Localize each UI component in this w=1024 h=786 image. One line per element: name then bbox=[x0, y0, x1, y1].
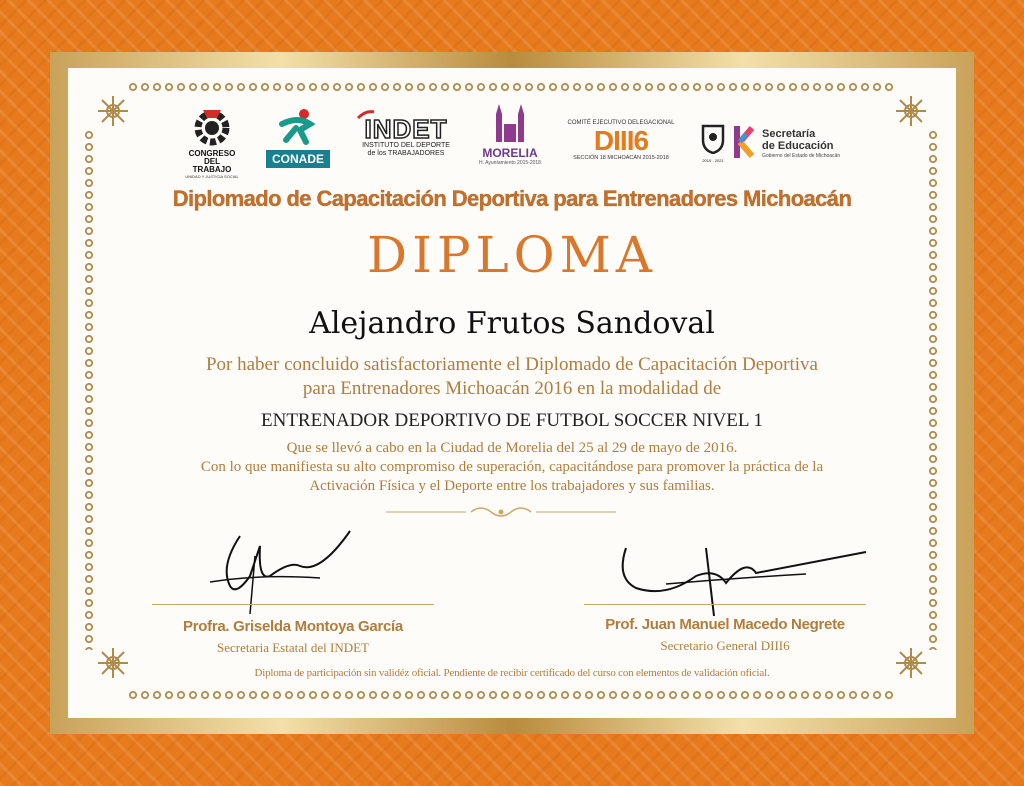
diii6-logo-text: DIII6 bbox=[593, 125, 649, 156]
secretaria-logo-text-1: Secretaría bbox=[762, 128, 816, 140]
indet-logo-subtext-2: de los TRABAJADORES bbox=[367, 150, 445, 157]
cathedral-icon bbox=[490, 104, 530, 142]
secretaria-educacion-logo bbox=[732, 124, 842, 164]
conade-logo-text: CONADE bbox=[266, 150, 330, 168]
body-line-1: Por haber concluido satisfactoriamente el Diplomado de Capacitación Deportiva bbox=[205, 354, 818, 375]
left-signatory-title: Secretaria Estatal del INDET bbox=[217, 640, 369, 655]
left-signature bbox=[200, 526, 360, 616]
diploma-heading: DIPLOMA bbox=[367, 226, 657, 284]
program-title: Diplomado de Capacitación Deportiva para Entrenadores Michoacán bbox=[172, 186, 852, 211]
diii6-logo bbox=[566, 120, 676, 166]
morelia-logo-subtext: H. Ayuntamiento 2015-2018 bbox=[479, 160, 541, 166]
recipient-name: Alejandro Frutos Sandoval bbox=[309, 306, 715, 341]
morelia-logo-text: MORELIA bbox=[482, 146, 538, 160]
corner-ornament-icon bbox=[96, 94, 130, 128]
corner-ornament-icon bbox=[894, 94, 928, 128]
left-signature-line bbox=[152, 604, 434, 605]
modality: ENTRENADOR DEPORTIVO DE FUTBOL SOCCER NIVEL 1 bbox=[261, 410, 763, 431]
right-signatory-name: Prof. Juan Manuel Macedo Negrete bbox=[605, 616, 845, 633]
left-signatory-name: Profra. Griselda Montoya García bbox=[183, 618, 403, 635]
secretaria-logo-text-2: de Educación bbox=[762, 140, 834, 152]
indet-logo-text: INDET bbox=[364, 114, 448, 144]
body-line-2: para Entrenadores Michoacán 2016 en la modalidad de bbox=[302, 378, 722, 399]
divider-flourish bbox=[386, 504, 616, 520]
detail-line-2: Con lo que manifiesta su alto compromiso de superación, capacitándose para promover la práctica de la bbox=[200, 459, 824, 475]
gear-icon bbox=[189, 106, 235, 146]
diii6-logo-top-text: COMITÉ EJECUTIVO DELEGACIONAL bbox=[567, 120, 675, 126]
conade-logo bbox=[266, 108, 330, 168]
swoosh-icon bbox=[356, 110, 376, 120]
right-signatory-title: Secretario General DIII6 bbox=[660, 638, 790, 653]
runner-icon bbox=[274, 108, 322, 146]
ornamental-border-top bbox=[128, 82, 894, 92]
ornamental-border-bottom bbox=[128, 690, 894, 700]
michoacan-coat-of-arms bbox=[698, 122, 728, 166]
congreso-logo-subtext: UNIDAD Y JUSTICIA SOCIAL bbox=[185, 174, 239, 179]
morelia-logo bbox=[474, 104, 546, 170]
congreso-logo-text: CONGRESO DEL TRABAJO bbox=[188, 149, 236, 174]
detail-line-3: Activación Física y el Deporte entre los trabajadores y sus familias. bbox=[309, 478, 715, 494]
footer-note: Diploma de participación sin validéz oficial. Pendiente de recibir certificado del curso con elementos de validación oficial. bbox=[254, 667, 770, 679]
coat-of-arms-icon bbox=[700, 122, 726, 154]
right-signature bbox=[606, 538, 876, 618]
diii6-logo-subtext: SECCIÓN 18 MICHOACÁN 2015-2018 bbox=[573, 155, 669, 161]
indet-logo bbox=[356, 110, 456, 166]
right-signature-line bbox=[584, 604, 866, 605]
michoacan-years: 2015 - 2021 bbox=[702, 158, 724, 163]
k-shape-icon bbox=[732, 124, 756, 160]
detail-line-1: Que se llevó a cabo en la Ciudad de Morelia del 25 al 29 de mayo de 2016. bbox=[286, 440, 738, 456]
indet-logo-subtext-1: INSTITUTO DEL DEPORTE bbox=[362, 142, 450, 149]
secretaria-logo-subtext: Gobierno del Estado de Michoacán bbox=[762, 153, 841, 159]
congreso-del-trabajo-logo bbox=[184, 106, 240, 179]
